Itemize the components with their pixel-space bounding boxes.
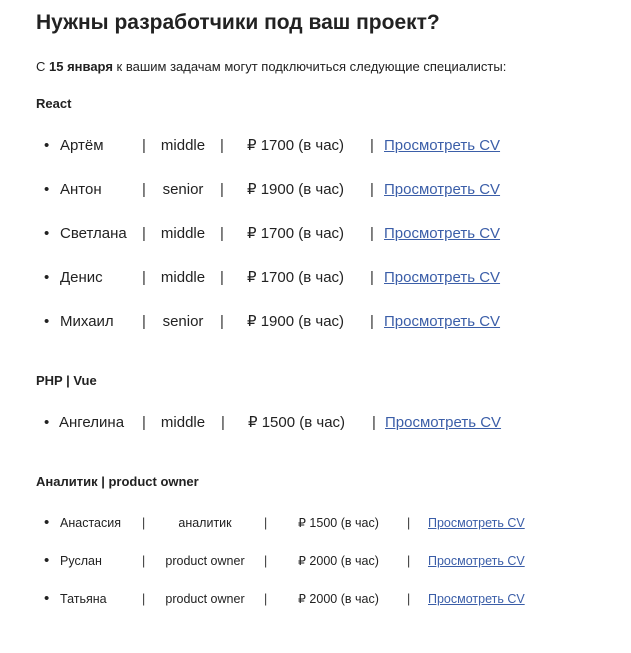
list-item (0, 223, 631, 245)
view-cv-link[interactable]: Просмотреть CV (428, 516, 525, 530)
separator: | (142, 554, 146, 568)
specialist-name: Артём (60, 137, 104, 154)
separator: | (264, 592, 268, 606)
specialist-name: Антон (60, 181, 102, 198)
separator: | (142, 269, 146, 286)
separator: | (264, 516, 268, 530)
intro-suffix: к вашим задачам могут подключиться следующие специалисты: (112, 59, 507, 74)
specialist-name: Михаил (60, 313, 114, 330)
separator: | (264, 554, 268, 568)
list-item (0, 135, 631, 157)
separator: | (142, 414, 146, 431)
separator: | (142, 313, 146, 330)
bullet: • (44, 552, 50, 569)
separator: | (370, 181, 374, 198)
separator: | (372, 414, 376, 431)
separator: | (220, 313, 224, 330)
separator: | (142, 592, 146, 606)
specialist-rate: ₽ 1700 (в час) (247, 269, 345, 286)
view-cv-link[interactable]: Просмотреть CV (384, 313, 501, 330)
separator: | (370, 225, 374, 242)
separator: | (220, 225, 224, 242)
intro-prefix: С (36, 59, 49, 74)
separator: | (370, 269, 374, 286)
specialist-rate: ₽ 1500 (в час) (298, 516, 379, 530)
intro-date: 15 января (49, 59, 113, 74)
bullet: • (44, 313, 50, 330)
bullet: • (44, 414, 50, 431)
specialist-level: middle (160, 137, 206, 154)
specialist-level: middle (160, 225, 206, 242)
separator: | (220, 137, 224, 154)
bullet: • (44, 137, 50, 154)
specialist-name: Руслан (60, 554, 102, 568)
specialist-level: аналитик (178, 516, 232, 530)
specialist-name: Ангелина (59, 414, 125, 431)
view-cv-link[interactable]: Просмотреть CV (428, 592, 525, 606)
separator: | (220, 269, 224, 286)
separator: | (142, 516, 146, 530)
bullet: • (44, 590, 50, 607)
list-item (0, 512, 631, 534)
view-cv-link[interactable]: Просмотреть CV (385, 414, 502, 431)
view-cv-link[interactable]: Просмотреть CV (384, 137, 501, 154)
list-item (0, 588, 631, 610)
specialist-rate: ₽ 2000 (в час) (298, 592, 379, 606)
view-cv-link[interactable]: Просмотреть CV (428, 554, 525, 568)
separator: | (142, 137, 146, 154)
separator: | (370, 137, 374, 154)
separator: | (407, 592, 411, 606)
specialist-rate: ₽ 1700 (в час) (247, 137, 345, 154)
list-item (0, 550, 631, 572)
separator: | (407, 516, 411, 530)
specialist-rate: ₽ 1700 (в час) (247, 225, 345, 242)
specialist-level: middle (160, 269, 206, 286)
list-item (0, 412, 631, 434)
specialist-level: product owner (165, 592, 245, 606)
specialist-rate: ₽ 1500 (в час) (248, 414, 346, 431)
bullet: • (44, 514, 50, 531)
section-title-analyst-po: Аналитик | product owner (36, 474, 199, 489)
view-cv-link[interactable]: Просмотреть CV (384, 181, 501, 198)
specialist-rate: ₽ 1900 (в час) (247, 313, 345, 330)
list-item (0, 267, 631, 289)
separator: | (221, 414, 225, 431)
section-title-php-vue: PHP | Vue (36, 373, 97, 388)
separator: | (142, 181, 146, 198)
list-item (0, 179, 631, 201)
bullet: • (44, 225, 50, 242)
bullet: • (44, 181, 50, 198)
page-title: Нужны разработчики под ваш проект? (36, 11, 440, 34)
specialist-name: Денис (60, 269, 103, 286)
specialist-name: Светлана (60, 225, 127, 242)
separator: | (370, 313, 374, 330)
specialist-level: senior (162, 313, 204, 330)
specialist-rate: ₽ 1900 (в час) (247, 181, 345, 198)
separator: | (220, 181, 224, 198)
separator: | (142, 225, 146, 242)
specialist-level: senior (162, 181, 204, 198)
specialist-name: Татьяна (60, 592, 107, 606)
view-cv-link[interactable]: Просмотреть CV (384, 269, 501, 286)
specialist-name: Анастасия (60, 516, 121, 530)
section-title-react: React (36, 96, 72, 111)
view-cv-link[interactable]: Просмотреть CV (384, 225, 501, 242)
separator: | (407, 554, 411, 568)
specialist-level: product owner (165, 554, 245, 568)
list-item (0, 311, 631, 333)
specialist-level: middle (160, 414, 206, 431)
specialist-rate: ₽ 2000 (в час) (298, 554, 379, 568)
bullet: • (44, 269, 50, 286)
intro-text (36, 58, 506, 76)
